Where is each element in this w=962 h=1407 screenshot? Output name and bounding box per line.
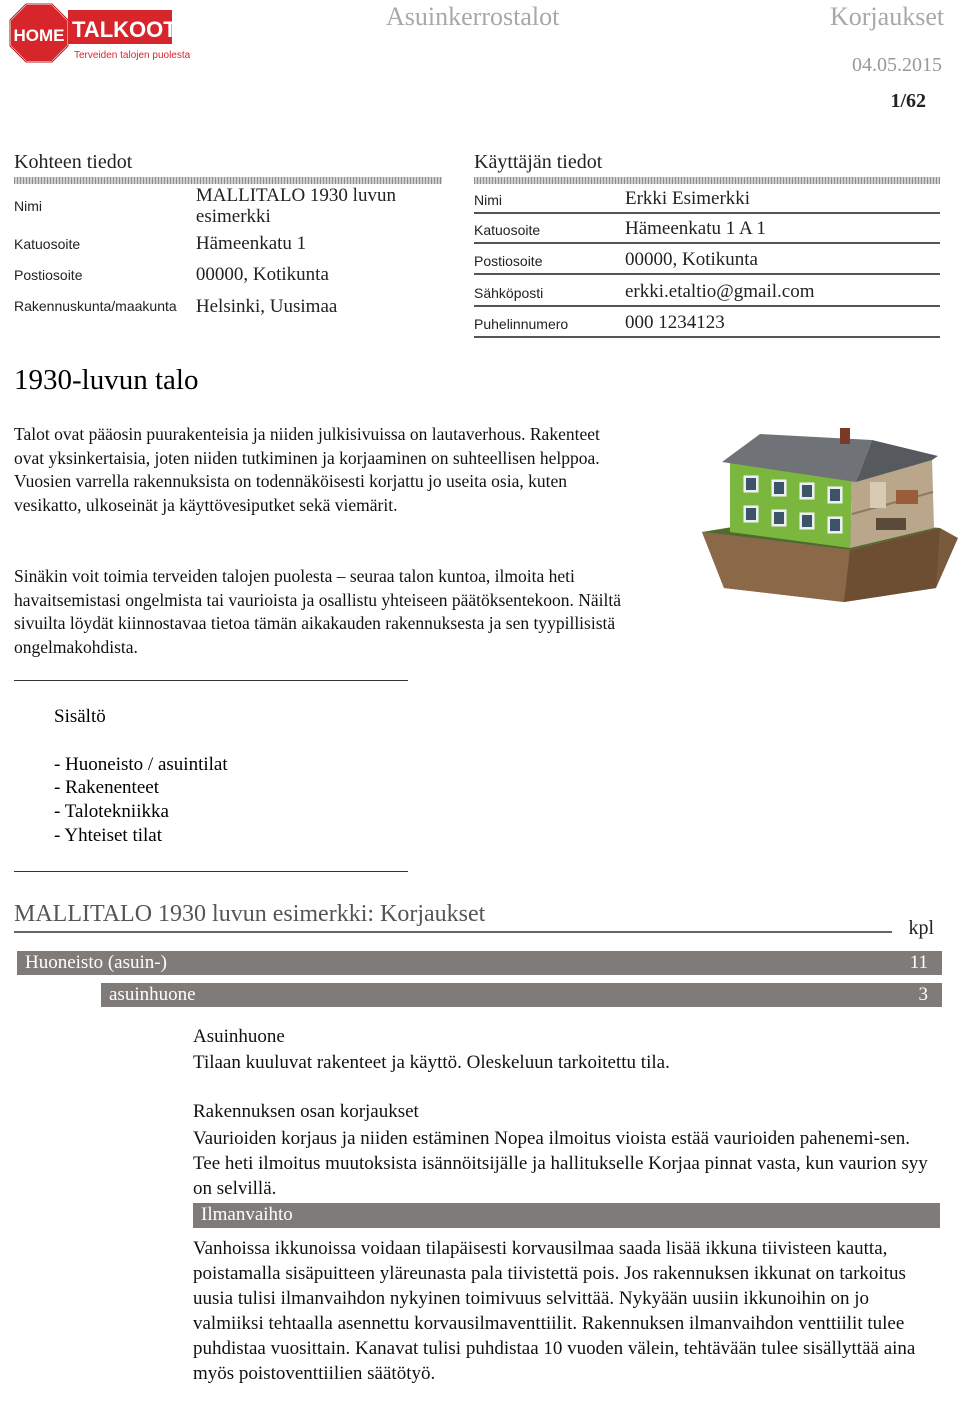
toc-item[interactable]: - Talotekniikka [54, 801, 169, 822]
user-label: Postiosoite [474, 253, 543, 269]
user-value: 000 1234123 [625, 312, 725, 333]
section-heading: 1930-luvun talo [14, 364, 199, 396]
toc-title: Sisältö [54, 706, 106, 727]
intro-paragraph-1: Talot ovat pääosin puurakenteisia ja niiden julkisivuissa on lautaverhous. Rakenteet ovat yksinkertaisia, joten niiden tutkiminen ja korjaaminen on suhteellisen helppoa. Vuosien varrella rakennuksista on todennäköisesti korjattu jo useita osia, kuten vesikatto, ulkoseinät ja käyttövesiputket sekä viemärit. [14, 424, 600, 515]
toc-item[interactable]: - Rakenenteet [54, 777, 159, 798]
category-label: Huoneisto (asuin-) [25, 952, 167, 973]
property-value: 00000, Kotikunta [195, 264, 329, 285]
logo-home-text: HOME [13, 26, 65, 45]
repairs-title: MALLITALO 1930 luvun esimerkki: Korjaukset [14, 901, 486, 927]
toc-item[interactable]: - Yhteiset tilat [54, 825, 162, 846]
property-row-street [14, 228, 442, 259]
property-value: Helsinki, Uusimaa [195, 295, 338, 317]
part-repairs-text: Vaurioiden korjaus ja niiden estäminen Nopea ilmoitus vioista estää vaurioiden pahenemi-sen. Tee heti ilmoitus muutoksista isännöitsijälle ja hallitukselle Korjaa pinnat vasta, kun vaurion syy on selvillä. [193, 1128, 928, 1199]
property-value: Hämeenkatu 1 [195, 233, 307, 254]
item-heading: Asuinhuone [193, 1026, 285, 1047]
property-row-municipality [14, 290, 442, 322]
user-row-phone [474, 306, 940, 338]
header-title-left: Asuinkerrostalot [386, 2, 560, 31]
user-value: erkki.etaltio@gmail.com [625, 281, 815, 302]
repairs-title-underline [14, 931, 892, 933]
user-label: Puhelinnumero [474, 316, 569, 332]
ventilation-heading: Ilmanvaihto [201, 1204, 293, 1225]
user-value: Hämeenkatu 1 A 1 [625, 218, 766, 239]
user-info-heading: Käyttäjän tiedot [474, 151, 603, 173]
ventilation-bar [193, 1203, 940, 1228]
subcategory-label: asuinhuone [109, 984, 196, 1005]
property-info-heading: Kohteen tiedot [14, 151, 133, 173]
toc-item[interactable]: - Huoneisto / asuintilat [54, 754, 228, 775]
toc-bottom-rule [14, 871, 408, 872]
subcategory-count: 3 [918, 984, 928, 1005]
logo-tagline: Terveiden talojen puolesta [74, 50, 191, 61]
toc-top-rule [14, 680, 408, 681]
logo-talkoot-text: TALKOOT.FI [72, 17, 200, 42]
category-bar [17, 951, 942, 975]
user-label: Sähköposti [474, 285, 544, 301]
header-title-right: Korjaukset [830, 2, 945, 31]
intro-paragraph-2: Sinäkin voit toimia terveiden talojen puolesta – seuraa talon kuntoa, ilmoita heti havaitsemistasi ongelmista tai vaurioista ja osallistu yhteiseen päätöksentekoon. Näiltä sivuilta löydät kiinnostavaa tietoa tämän aikakauden rakennuksesta ja sen tyypillisistä ongelmakohdista. [14, 566, 622, 657]
property-label: Nimi [14, 198, 42, 214]
user-row-email [474, 275, 940, 307]
property-label: Postiosoite [14, 266, 83, 283]
user-label: Nimi [474, 192, 502, 208]
part-repairs-heading: Rakennuksen osan korjaukset [193, 1101, 419, 1122]
user-value: 00000, Kotikunta [625, 249, 758, 270]
property-label: Katuosoite [14, 235, 81, 252]
house-illustration [700, 420, 962, 602]
property-value: MALLITALO 1930 luvun esimerkki [195, 185, 396, 227]
user-label: Katuosoite [474, 222, 541, 238]
ventilation-text: Vanhoissa ikkunoissa voidaan tilapäisesti korvausilmaa saada lisää ikkuna tiivisteen kautta, poistamalla sisäpuitteen yläreunasta pala tiivistettä pois. Jos rakennuksen ikkunat on tarkoitus uusia tulisi ilmanvaihdon nykyinen toimivuus selvittää. Nykyään uusiin ikkunoihin on jo valmiiksi tehtaalla asennettu korvausilmaventtiilit. Rakennuksen ilmanvaihdon venttiilit tulee puhdistaa vuosittain. Kanavat tulisi puhdistaa 10 vuoden välein, tehtävään tulee sisällyttää aina myös poistoventtiilien säätötyö. [193, 1238, 916, 1384]
property-info-table [14, 184, 442, 322]
page-number: 1/62 [890, 90, 926, 112]
subcategory-bar [101, 983, 942, 1007]
user-row-postal [474, 243, 940, 275]
user-row-street [474, 212, 940, 244]
category-count: 11 [909, 952, 928, 973]
header-date: 04.05.2015 [852, 54, 942, 76]
item-description: Tilaan kuuluvat rakenteet ja käyttö. Oleskeluun tarkoitettu tila. [193, 1052, 670, 1073]
property-label: Rakennuskunta/maakunta [14, 298, 177, 314]
hometalkoot-logo [6, 2, 200, 64]
property-info-divider [14, 177, 442, 184]
user-value: Erkki Esimerkki [625, 188, 751, 209]
user-row-name [474, 182, 940, 214]
kpl-column-label: kpl [908, 917, 934, 939]
property-row-name [14, 184, 442, 228]
property-row-postal [14, 259, 442, 290]
